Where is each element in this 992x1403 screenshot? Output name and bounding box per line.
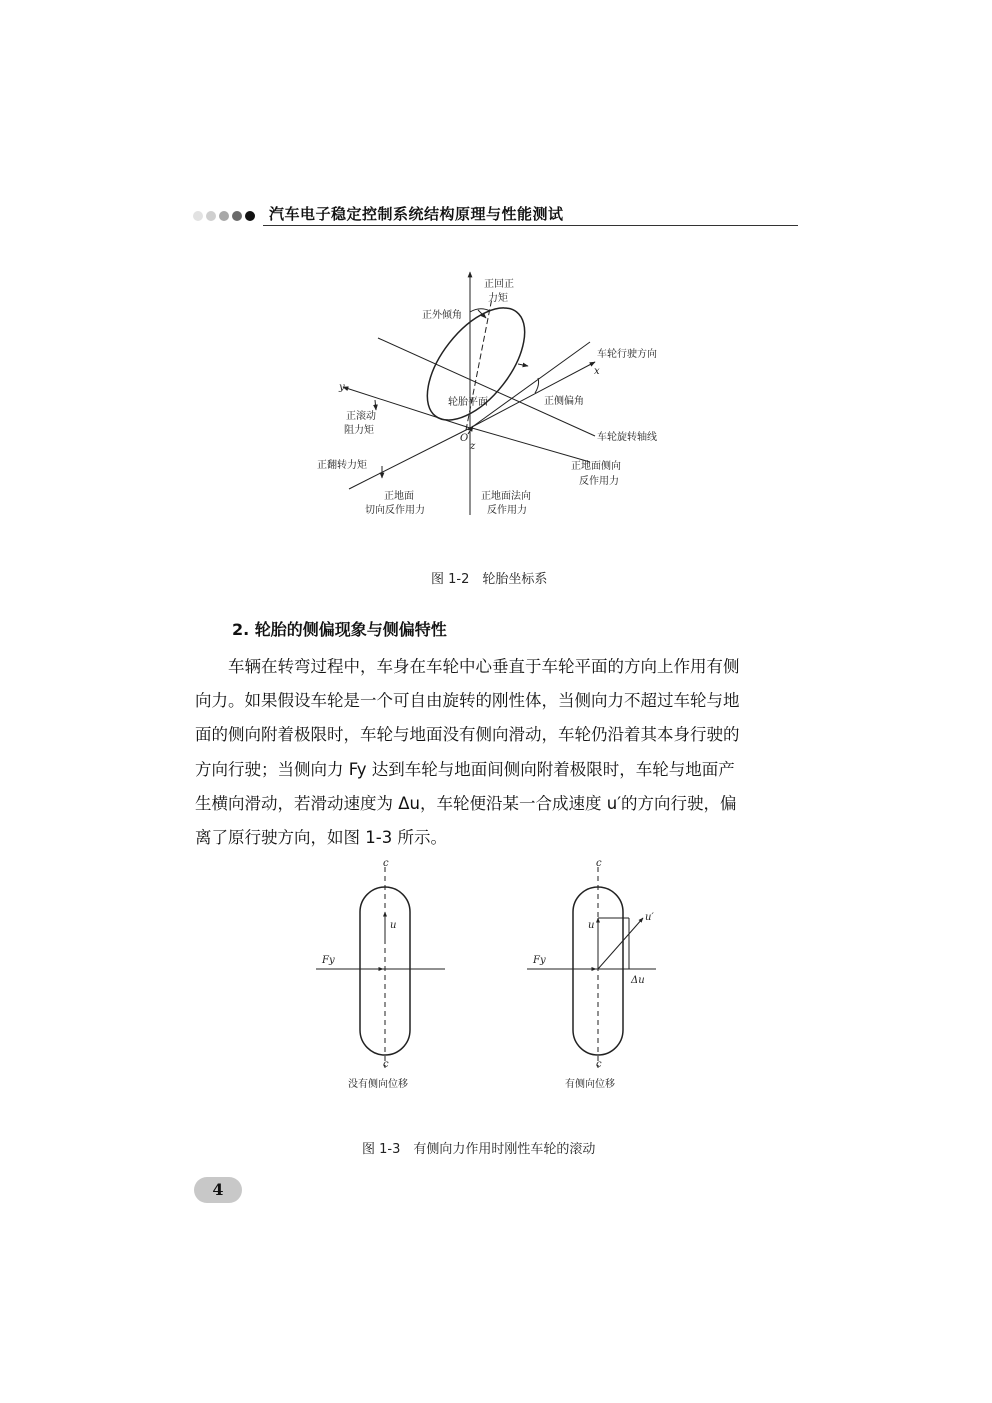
right-bottom-c: c (596, 1059, 602, 1070)
paragraph-line: 向力。如果假设车轮是一个可自由旋转的刚性体，当侧向力不超过车轮与地 (195, 691, 740, 711)
label-slip-angle: 正侧偏角 (544, 396, 584, 407)
header-dot (245, 211, 255, 221)
label-aligning-torque-2: 力矩 (488, 293, 508, 304)
left-fy: Fy (322, 955, 335, 966)
label-x-axis: x (594, 366, 600, 377)
header-dot (219, 211, 229, 221)
label-origin: O (460, 433, 469, 444)
section-heading: 2. 轮胎的侧偏现象与侧偏特性 (232, 620, 447, 639)
label-tangential-force-2: 切向反作用力 (365, 505, 425, 516)
right-delta-u: Δu (631, 975, 645, 986)
right-u-prime: u′ (645, 912, 654, 923)
left-u: u (390, 920, 397, 931)
right-u: u (588, 920, 595, 931)
paragraph-line: 面的侧向附着极限时，车轮与地面没有侧向滑动，车轮仍沿着其本身行驶的 (195, 725, 740, 745)
label-z-axis: z (470, 441, 476, 452)
page-number: 4 (194, 1177, 242, 1203)
right-title: 有侧向位移 (565, 1079, 615, 1090)
label-aligning-torque-1: 正回正 (484, 279, 514, 290)
label-tangential-force-1: 正地面 (384, 491, 414, 502)
label-overturning: 正翻转力矩 (317, 460, 367, 471)
label-camber: 正外倾角 (422, 310, 462, 321)
header-rule (263, 225, 798, 226)
header-dot (193, 211, 203, 221)
body-paragraph (195, 650, 798, 855)
header-dot (206, 211, 216, 221)
figure-1-2-caption: 图 1-2 轮胎坐标系 (431, 572, 548, 587)
label-rolling-moment-2: 阻力矩 (344, 425, 374, 436)
label-y-axis: y (339, 382, 345, 393)
label-lateral-force-2: 反作用力 (579, 476, 619, 487)
left-bottom-c: c (383, 1059, 389, 1070)
label-spin-axis: 车轮旋转轴线 (597, 432, 657, 443)
paragraph-line: 离了原行驶方向，如图 1-3 所示。 (195, 828, 447, 848)
label-lateral-force-1: 正地面侧向 (571, 461, 621, 472)
paragraph-line: 生横向滑动，若滑动速度为 Δu，车轮便沿某一合成速度 u′的方向行驶，偏 (195, 793, 737, 813)
header-dots (193, 211, 255, 221)
label-wheel-plane: 轮胎平面 (448, 397, 488, 408)
running-header (193, 203, 798, 229)
figure-tire-coordinate-system (300, 262, 700, 522)
right-top-c: c (596, 858, 602, 869)
label-direction-travel: 车轮行驶方向 (597, 349, 657, 360)
label-rolling-moment-1: 正滚动 (346, 411, 376, 422)
figure-rigid-wheel-rolling (310, 855, 670, 1095)
label-normal-force-1: 正地面法向 (481, 491, 531, 502)
book-title: 汽车电子稳定控制系统结构原理与性能测试 (269, 205, 564, 223)
label-normal-force-2: 反作用力 (487, 505, 527, 516)
left-title: 没有侧向位移 (348, 1079, 408, 1090)
figure-1-3-caption: 图 1-3 有侧向力作用时刚性车轮的滚动 (362, 1142, 596, 1157)
left-top-c: c (383, 858, 389, 869)
paragraph-line: 车辆在转弯过程中，车身在车轮中心垂直于车轮平面的方向上作用有侧 (195, 657, 740, 676)
header-dot (232, 211, 242, 221)
paragraph-line: 方向行驶；当侧向力 Fy 达到车轮与地面间侧向附着极限时，车轮与地面产 (195, 759, 735, 779)
right-fy: Fy (533, 955, 546, 966)
